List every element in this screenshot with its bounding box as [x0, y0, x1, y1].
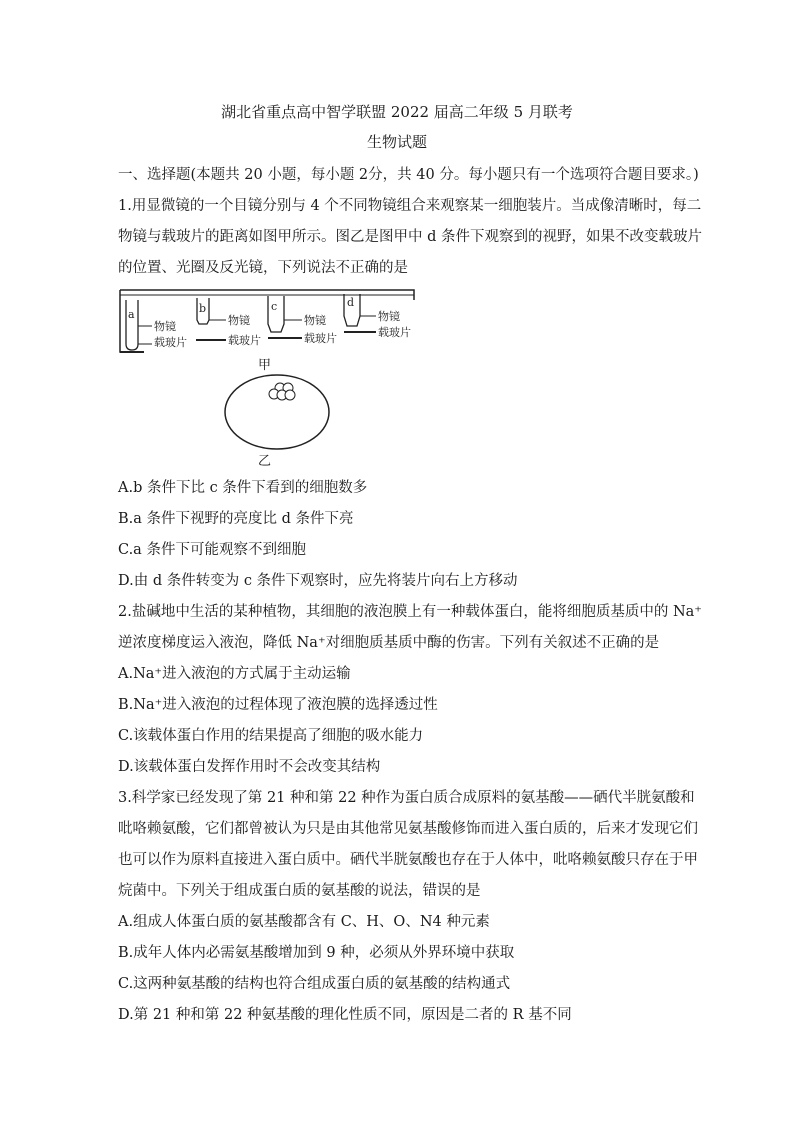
q1-stem-line-1: 1.用显微镜的一个目镜分别与 4 个不同物镜组合来观察某一细胞装片。当成像清晰时，每二 [118, 198, 702, 214]
q3-option-a: A.组成人体蛋白质的氨基酸都含有 C、H、O、N4 种元素 [118, 914, 490, 930]
slide-b-text: 载玻片 [228, 334, 261, 347]
q3-stem-line-3: 也可以作为原料直接进入蛋白质中。硒代半胱氨酸也存在于人体中，吡咯赖氨酸只存在于甲 [118, 852, 698, 868]
figure-yi-label: 乙 [258, 454, 272, 469]
q3-option-c: C.这两种氨基酸的结构也符合组成蛋白质的氨基酸的结构通式 [118, 976, 511, 992]
q1-stem-line-3: 的位置、光圈及反光镜，下列说法不正确的是 [118, 260, 408, 276]
objective-c [268, 296, 337, 345]
objective-d [344, 294, 411, 339]
cell [285, 390, 295, 400]
q1-stem-line-2: 物镜与载玻片的距离如图甲所示。图乙是图甲中 d 条件下观察到的视野，如果不改变载玻片 [118, 229, 702, 245]
q3-option-d: D.第 21 种和第 22 种氨基酸的理化性质不同，原因是二者的 R 基不同 [118, 1007, 572, 1023]
q2-option-a: A.Na⁺进入液泡的方式属于主动运输 [118, 666, 351, 682]
objective-b [196, 298, 261, 347]
objective-a-text: 物镜 [154, 320, 176, 333]
exam-subtitle: 生物试题 [366, 133, 427, 151]
figure-yi-field-of-view [222, 372, 332, 452]
objective-b-label: b [199, 302, 207, 315]
q3-stem-line-1: 3.科学家已经发现了第 21 种和第 22 种作为蛋白质合成原料的氨基酸——硒代半胱氨酸和 [118, 790, 695, 806]
slide-c-text: 载玻片 [304, 332, 337, 345]
q2-option-d: D.该载体蛋白发挥作用时不会改变其结构 [118, 759, 381, 775]
objective-c-label: c [271, 300, 278, 313]
q1-option-a: A.b 条件下比 c 条件下看到的细胞数多 [118, 480, 368, 496]
objective-d-text: 物镜 [378, 310, 400, 323]
q2-option-c: C.该载体蛋白作用的结果提高了细胞的吸水能力 [118, 728, 424, 744]
objective-d-label: d [347, 296, 355, 309]
q3-option-b: B.成年人体内必需氨基酸增加到 9 种，必须从外界环境中获取 [118, 945, 515, 961]
objective-c-text: 物镜 [304, 314, 326, 327]
slide-d-text: 载玻片 [378, 326, 411, 339]
figure-jia-label: 甲 [258, 358, 272, 373]
figure-jia-objectives [118, 286, 418, 356]
q2-stem-line-1: 2.盐碱地中生活的某种植物，其细胞的液泡膜上有一种载体蛋白，能将细胞质基质中的 Na⁺ [118, 604, 702, 620]
q1-option-c: C.a 条件下可能观察不到细胞 [118, 542, 306, 558]
cell-cluster [269, 383, 295, 400]
q3-stem-line-2: 吡咯赖氨酸，它们都曾被认为只是由其他常见氨基酸修饰而进入蛋白质的，后来才发现它们 [118, 821, 698, 837]
slide-a-text: 载玻片 [154, 336, 187, 349]
q1-option-b: B.a 条件下视野的亮度比 d 条件下亮 [118, 511, 354, 527]
objective-b-text: 物镜 [228, 314, 250, 327]
q2-stem-line-2: 逆浓度梯度运入液泡，降低 Na⁺对细胞质基质中酶的伤害。下列有关叙述不正确的是 [118, 635, 660, 651]
objective-a [120, 300, 187, 352]
exam-title: 湖北省重点高中智学联盟 2022 届高二年级 5 月联考 [221, 103, 573, 121]
q2-option-b: B.Na⁺进入液泡的过程体现了液泡膜的选择透过性 [118, 697, 438, 713]
q3-stem-line-4: 烷菌中。下列关于组成蛋白质的氨基酸的说法，错误的是 [118, 883, 481, 899]
objective-a-label: a [128, 308, 135, 321]
section-heading: 一、选择题(本题共 20 小题，每小题 2分，共 40 分。每小题只有一个选项符合题目要求。) [118, 167, 699, 183]
q1-option-d: D.由 d 条件转变为 c 条件下观察时，应先将装片向右上方移动 [118, 573, 518, 589]
